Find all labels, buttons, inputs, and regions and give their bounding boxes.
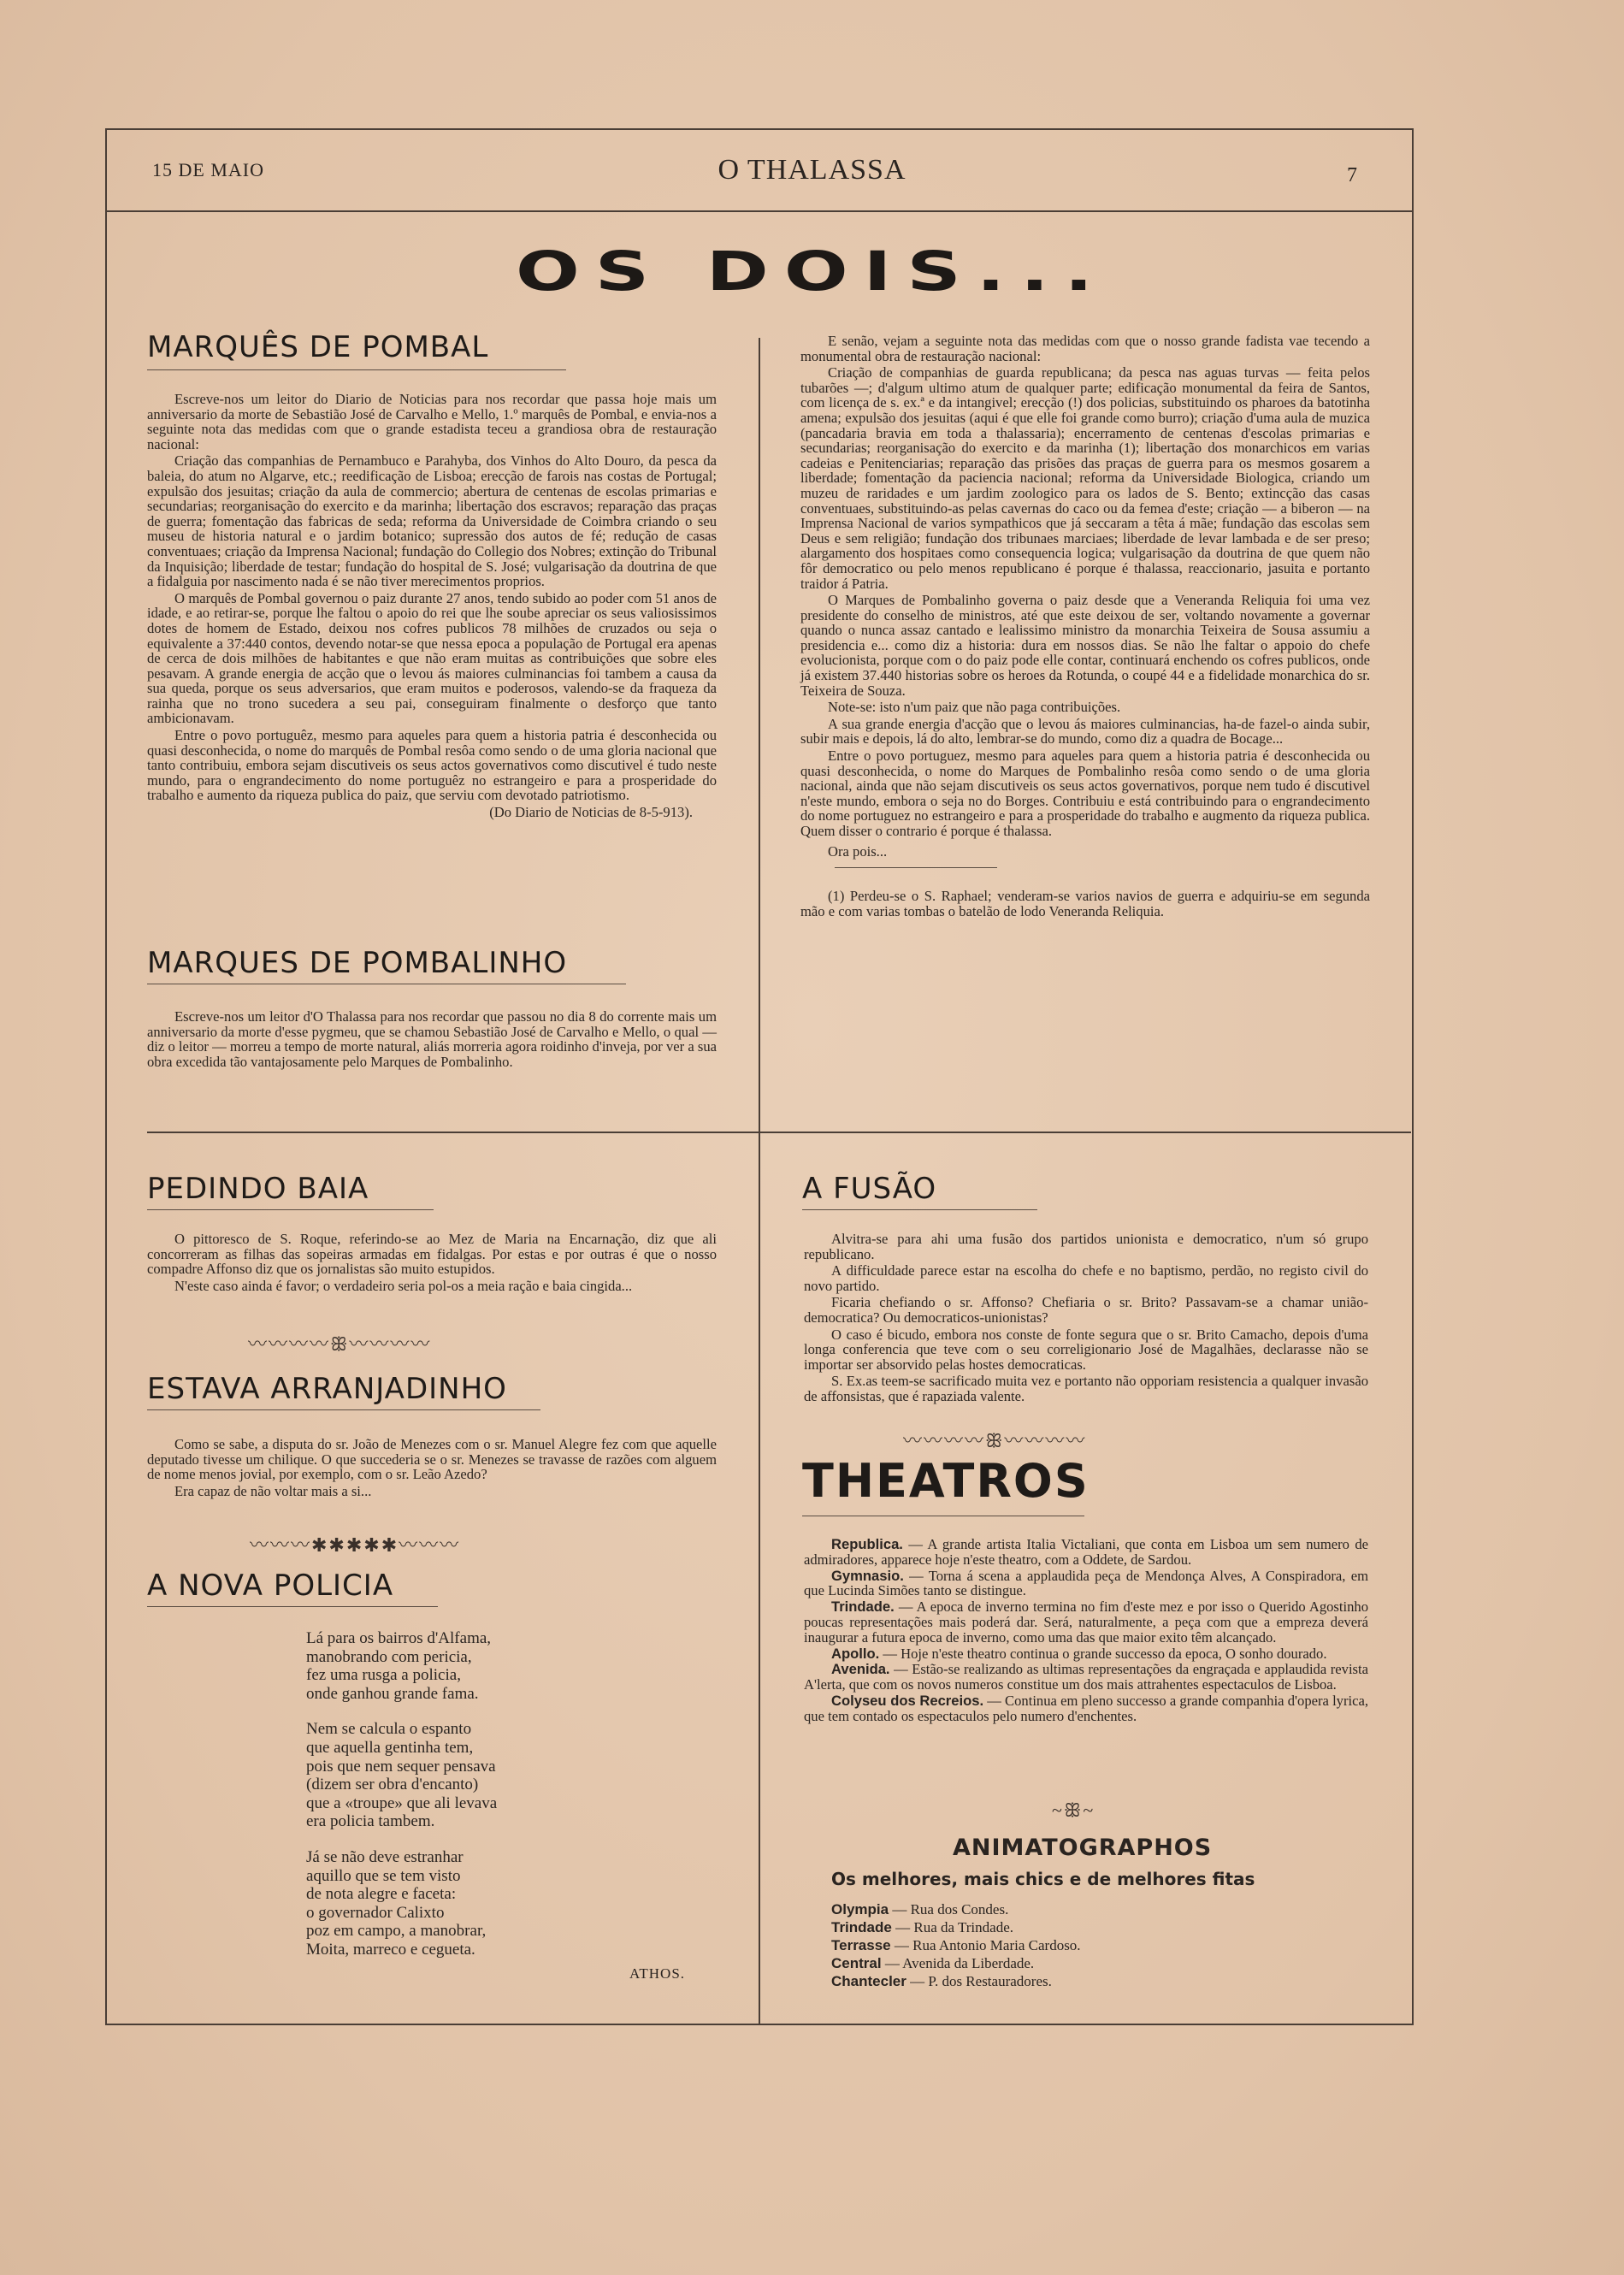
poem-line: Lá para os bairros d'Alfama, [306,1629,492,1647]
cinema-item [831,1936,1081,1954]
theatre-entry [804,1569,1368,1599]
theatre-name: Trindade. [831,1598,895,1616]
theatre-name: Apollo. [831,1645,880,1662]
paragraph: Entre o povo portuguez, mesmo para aqueles para quem a historia patria é desconhecida ou quasi desconhecida, o nome do Marques de Pombalinho resôa como sendo o de uma gloria nacional, ainda que não sejam discutiveis os seus actos governativos, porque nem tudo é discutivel n'este mundo, embora o seja no do Borges. Contribuiu e está contribuindo para o engrandecimento do nome portuguez no estrangeiro e para a prosperidade do trabalho e augmento da riqueza publica. Quem disser o contrario é porque é thalassa. [800,748,1370,839]
article-marques-pombal [147,392,717,822]
section-title-theatros: THEATROS [802,1454,1090,1508]
poem-line: o governador Calixto [306,1903,445,1922]
cinema-address: — Rua Antonio Maria Cardoso. [890,1937,1081,1953]
footnote-rule [835,867,997,868]
theatre-text: — A grande artista Italia Victaliani, que conta em Lisboa um sem numero de admiradores, apparece hoje n'este theatro, com a Oddete, de Sardou. [804,1536,1368,1568]
title-underline [147,1409,540,1410]
cinema-address: — Rua dos Condes. [889,1901,1009,1918]
paragraph: Note-se: isto n'um paiz que não paga contribuições. [828,699,1121,716]
cinema-name: Trindade [831,1919,892,1935]
cinema-address: — Avenida da Liberdade. [881,1955,1035,1971]
cinema-name: Central [831,1955,882,1971]
cinema-name: Terrasse [831,1937,891,1953]
theatre-text: — Estão-se realizando as ultimas representações da engraçada e applaudida revista A'lerta, que com os novos numeros constitue um dos mais attrahentes espectaculos de Lisboa. [804,1661,1368,1693]
article-marques-pombalinho [147,1009,717,1071]
poem-line: que a «troupe» que ali levava [306,1793,498,1812]
theatre-text: — Continua em pleno successo a grande companhia d'opera lyrica, que tem contado os espectaculos pelo numero d'enchentes. [804,1692,1368,1724]
page-number: 7 [1347,164,1357,186]
issue-date: 15 DE MAIO [152,159,264,180]
poem-author: ATHOS. [629,1965,686,1982]
section-title-nova-policia: A NOVA POLICIA [147,1569,394,1603]
footnote: (1) Perdeu-se o S. Raphael; venderam-se varios navios de guerra e adquiriu-se em segunda mão e com varias tombas o batelão de lodo Veneranda Reliquia. [800,888,1370,919]
vine-ornament: 〰〰〰〰ꕥ〰〰〰〰 [903,1430,1087,1451]
column-divider-top [759,338,760,1133]
poem-line: que aquella gentinha tem, [306,1738,474,1757]
poem-line: aquillo que se tem visto [306,1866,461,1885]
paragraph: Criação de companhias de guarda republicana; da pesca nas aguas turvas — feita pelos tubarões —; d'algum ultimo atum de qualquer parte; edificação monumental da feira de Santos, com licença de s. ex.ª e da intangivel; erecção (!) dos policias, substituindo os pharoes da batotinha amena; expulsão dos jesuitas (aqui é que elle foi grande como burro); criação d'uma aula de muzica (pancadaria bravia em toda a thalassaria); encerramento de centenas d'escolas primarias e secundarias; reorganisação do exercito e da marinha (1); libertação dos monarchicos em varias cadeias e Penitenciarias; reparação das prisões das praças de guerra para os mesmos gosarem a liberdade; fomentação da paciencia nacional; reforma da Universidade Biologica, criando um muzeu de raridades e um jardim zoologico para os lados de S. Bento; extincção das casas conventuaes, substituindo-as pelas cavernas do caco ou da femea d'este; criação — a biberon — na Imprensa Nacional de varios sympathicos que já seccaram a têta á mãe; fundação das escolas sem Deus e sem religião; fundação dos tribunaes marciaes; liberdade de levar lambada e de ser preso; alargamento dos hospitaes como consequencia logica; vulgarisação da doutrina de que quem não fôr democratico ou pelo menos republicano é porque é thalassa, reaccionario, jasuita e portanto traidor á Patria. [800,364,1370,592]
paragraph: O caso é bicudo, embora nos conste de fonte segura que o sr. Brito Camacho, depois d'uma longa conferencia que teve com o seu correligionario José de Magalhães, declarasse não se importar ser absorvido pelas hostes democraticas. [804,1326,1368,1373]
paragraph: A sua grande energia d'acção que o levou ás maiores culminancias, ha-de fazel-o ainda subir, subir mais e depois, lá do alto, lembrar-se do mundo, como diz a quadra de Bocage... [800,715,1370,748]
theatre-entry [804,1662,1368,1693]
title-underline [147,1606,438,1607]
poem-line: (dizem ser obra d'encanto) [306,1776,479,1794]
paragraph: O pittoresco de S. Roque, referindo-se ao Mez de Maria na Encarnação, diz que ali concorreram as filhas das sopeiras armadas em fidalgas. Por estas e por outras é que o nosso compadre Affonso diz que os jornalistas são muito estupidos. [147,1231,717,1278]
vine-ornament: 〰〰〰〰ꕥ〰〰〰〰 [248,1333,432,1355]
paragraph: Alvitra-se para ahi uma fusão dos partidos unionista e democratico, n'um só grupo republicano. [804,1231,1368,1262]
paragraph: Escreve-nos um leitor do Diario de Noticias para nos recordar que passa hoje mais um anniversario da morte de Sebastião José de Carvalho e Mello, 1.º marquês de Pombal, e envia-nos a seguinte nota das medidas com que o grande estadista teceu a grandiosa obra de restauração nacional: [147,391,717,452]
cinema-item [831,1954,1081,1972]
section-title-marques-pombalinho: MARQUES DE POMBALINHO [147,946,568,980]
poem-line: fez uma rusga a policia, [306,1666,461,1685]
animatographos-title: ANIMATOGRAPHOS [953,1835,1213,1861]
paragraph: N'este caso ainda é favor; o verdadeiro seria pol-os a meia ração e baia cingida... [174,1277,633,1294]
article-estava-arranjadinho [147,1437,717,1500]
poem-stanza [306,1848,497,1959]
title-underline [802,1209,1037,1210]
cinema-item [831,1972,1081,1990]
cinema-address: — P. dos Restauradores. [906,1973,1052,1989]
paragraph: Ora pois... [828,842,888,860]
paragraph: Ficaria chefiando o sr. Affonso? Chefiaria o sr. Brito? Passavam-se a chamar união-democratica? Ou democraticos-unionistas? [804,1294,1368,1326]
poem-line: poz em campo, a manobrar, [306,1922,487,1941]
article-fusao [804,1232,1368,1406]
theatre-name: Gymnasio. [831,1567,904,1584]
article-pedindo-baia [147,1232,717,1295]
poem-line: pois que nem sequer pensava [306,1757,496,1776]
theatre-listings [804,1537,1368,1725]
paragraph: Criação das companhias de Pernambuco e Parahyba, dos Vinhos do Alto Douro, da pesca da baleia, do atum no Algarve, etc.; reedificação de Lisboa; erecção de farois nas costas de Portugal; expulsão dos jesuitas; criação da aula de commercio; abertura de centenas de escolas primarias e secundarias; reorganisação do exercito e da marinha; libertação dos escravos; reparação das praças de guerra; fomentação das fabricas de seda; reforma da Universidade de Coimbra criando o seu museu de historia natural e o jardim botanico; supressão dos autos de fé; redução de casas conventuaes; criação da Imprensa Nacional; fundação do Collegio dos Nobres; extinção do Tribunal da Inquisição; liberdade de testar; fundação do hospital de S. José; vulgarisação da doutrina de que a fidalguia por nascimento nada é se não tiver merecimentos proprios. [147,452,717,590]
article-right-column [800,334,1370,920]
cinema-name: Chantecler [831,1973,906,1989]
poem-stanza [306,1720,497,1831]
theatre-entry [804,1537,1368,1568]
animatographos-subtitle: Os melhores, mais chics e de melhores fitas [831,1869,1255,1889]
cinema-list [831,1900,1081,1990]
column-divider-bottom [759,1132,760,2024]
newspaper-title: O THALASSA [718,154,906,186]
section-divider [147,1132,1411,1133]
theatre-entry [804,1599,1368,1645]
theatre-name: Republica. [831,1536,903,1552]
paragraph: O Marques de Pombalinho governa o paiz desde que a Veneranda Reliquia foi uma vez presidente do conselho de ministros, até que este deixou de ser, voltando novamente a governar quando o nunca assaz cantado e lealissimo ministro da monarchia Teixeira de Sousa assumiu a presidencia e... como diz a historia: dura em nossos dias. Se não lhe faltar o appoio do chefe evolucionista, porque com o do paiz pode elle contar, continuará enchendo os cofres publicos, onde já existem 37.440 historias sobre os heroes da Rotunda, o coupé 44 e a fidelidade monarchica do sr. Teixeira de Souza. [800,592,1370,699]
paragraph: Como se sabe, a disputa do sr. João de Menezes com o sr. Manuel Alegre fez com que aquelle deputado tivesse um chilique. O que succederia se o sr. Menezes se travasse de razões com alguem de nome menos jovial, por exemplo, com o sr. Leão Azedo? [147,1436,717,1483]
paragraph: S. Ex.as teem-se sacrificado muita vez e portanto não opporiam resistencia a qualquer invasão de affonsistas, que é rapaziada valente. [804,1373,1368,1404]
section-title-marques-pombal: MARQUÊS DE POMBAL [147,330,489,364]
poem-line: Já se não deve estranhar [306,1847,464,1866]
poem-line: onde ganhou grande fama. [306,1684,479,1703]
paragraph: Escreve-nos um leitor d'O Thalassa para nos recordar que passou no dia 8 do corrente mais um anniversario da morte d'esse pygmeu, que se chamou Sebastião José de Carvalho e Mello, o qual — diz o leitor — morreu a tempo de morte natural, aliás morreria agora roidinho d'inveja, por ver a sua obra excedida tão vantajosamente pelo Marques de Pombalinho. [147,1008,717,1070]
poem-stanza [306,1629,497,1703]
header-rule [107,210,1412,212]
small-ornament: ~ꕥ~ [1052,1799,1095,1821]
paragraph: O marquês de Pombal governou o paiz durante 27 anos, tendo subido ao poder com 51 anos de idade, e ao retirar-se, porque lhe faltou o apoio do rei que lhe soube apreciar os seus valiosissimos dotes de homem de Estado, deixou nos cofres publicos 78 milhões de cruzados ou seja o equivalente a 37:440 contos, devendo notar-se que nessa epoca a população de Portugal era apenas de cerca de dois milhões de habitantes e que não eram muitas as contribuições que sobre eles pesavam. A grande energia de acção que o levou ás maiores culminancias foi tambem a causa da sua queda, porque os seus adversarios, que eram muitos e poderosos, valendo-se da fraqueza da rainha que no trono sucedera a seu pai, conseguiram finalmente o desforço que tanto ambicionavam. [147,589,717,727]
main-title: OS DOIS... [515,239,1109,304]
title-underline [147,369,566,370]
poem-line: de nota alegre e faceta: [306,1885,457,1904]
theatre-name: Avenida. [831,1661,890,1678]
title-underline [147,1209,434,1210]
star-ornament: 〰〰〰✱✱✱✱✱〰〰〰 [250,1534,461,1556]
poem-line: Moita, marreco e cegueta. [306,1940,475,1959]
poem-line: Nem se calcula o espanto [306,1720,472,1739]
poem-line: era policia tambem. [306,1812,435,1831]
article-source: (Do Diario de Noticias de 8-5-913). [489,804,693,821]
poem-line: manobrando com pericia, [306,1647,472,1666]
cinema-name: Olympia [831,1901,889,1918]
section-title-estava-arranjadinho: ESTAVA ARRANJADINHO [147,1372,507,1406]
section-title-pedindo-baia: PEDINDO BAIA [147,1172,369,1206]
cinema-address: — Rua da Trindade. [891,1919,1013,1935]
cinema-item [831,1900,1081,1918]
theatre-text: — Torna á scena a applaudida peça de Mendonça Alves, A Conspiradora, em que Lucinda Simões tanto se distingue. [804,1567,1368,1599]
poem-nova-policia [306,1629,497,1977]
theatre-entry [804,1646,1368,1662]
section-title-fusao: A FUSÃO [802,1172,937,1206]
theatre-entry [804,1693,1368,1724]
theatre-text: — Hoje n'este theatro continua o grande successo da epoca, O sonho dourado. [879,1645,1327,1662]
paragraph: Era capaz de não voltar mais a si... [174,1482,372,1499]
paragraph: Entre o povo portuguêz, mesmo para aqueles para quem a historia patria é desconhecida ou quasi desconhecida, o nome do marquês de Pombal resôa como sendo o de uma gloria nacional que tanto contribuiu, embora sejam discutiveis os seus actos governativos como discutivel é tudo neste mundo, para o engrandecimento do nome portuguêz no estrangeiro e para a prosperidade do trabalho e aumento da riqueza publica do paiz, que serviu com devotado patriotismo. [147,727,717,804]
cinema-item [831,1918,1081,1936]
theatre-text: — A epoca de inverno termina no fim d'este mez e por isso o Querido Agostinho poucas representações mais poderá dar. Será, naturalmente, a peça com que a empreza deverá inaugurar a futura epoca de inverno, como uma das que maior exito têm alcançado. [804,1598,1368,1646]
theatre-name: Colyseu dos Recreios. [831,1692,984,1709]
paragraph: E senão, vejam a seguinte nota das medidas com que o nosso grande fadista vae tecendo a monumental obra de restauração nacional: [800,333,1370,364]
paragraph: A difficuldade parece estar na escolha do chefe e no baptismo, perdão, no registo civil do novo partido. [804,1262,1368,1294]
